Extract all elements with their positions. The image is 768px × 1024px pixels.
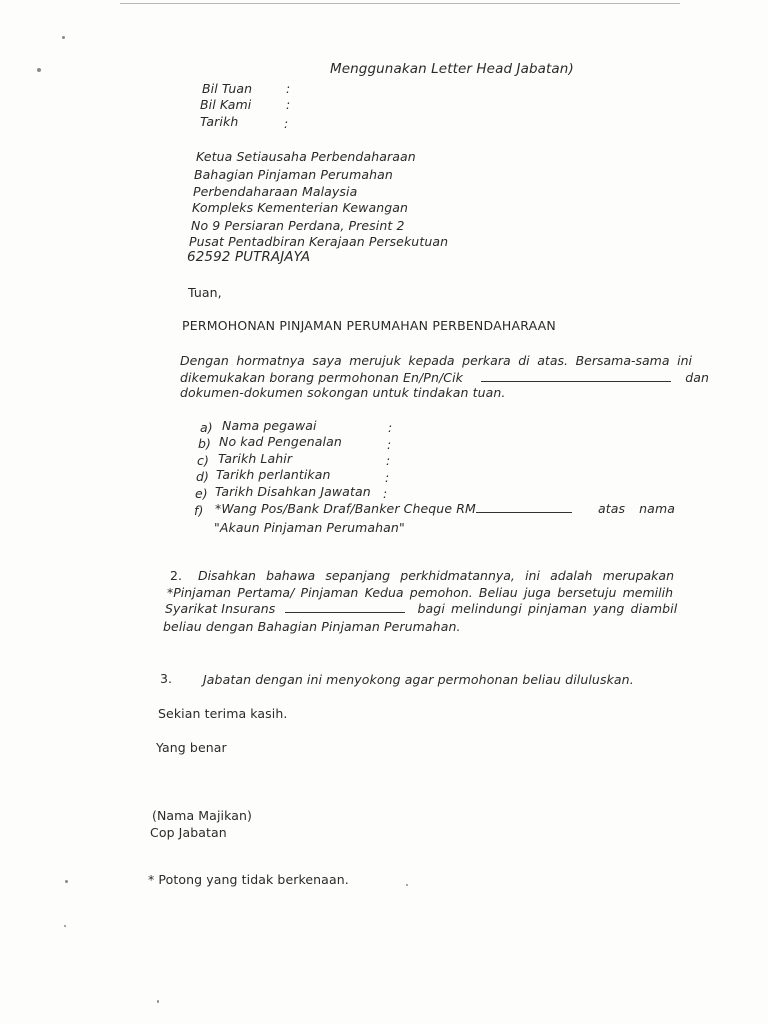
item-f-line-1: [215, 501, 675, 516]
ref-sep: :: [284, 116, 289, 131]
item-letter: a): [200, 420, 213, 435]
item-f-after: atas nama: [597, 501, 675, 516]
item-letter: e): [195, 486, 208, 501]
signatory-name: (Nama Majikan): [152, 808, 252, 823]
item-sep: :: [385, 470, 390, 485]
insurance-company-blank[interactable]: [285, 601, 405, 613]
scan-speck: [406, 884, 408, 886]
amount-blank[interactable]: [476, 501, 572, 513]
signatory-stamp: Cop Jabatan: [150, 825, 227, 840]
ref-sep: :: [286, 81, 291, 96]
address-line: Perbendaharaan Malaysia: [193, 184, 358, 199]
para3-num: 3.: [160, 671, 173, 686]
item-f-text: *Wang Pos/Bank Draf/Banker Cheque RM: [215, 501, 476, 516]
para2-line-1: [170, 567, 674, 585]
item-letter: d): [196, 469, 210, 484]
item-sep: :: [386, 453, 391, 468]
intro-line-3: dokumen-dokumen sokongan untuk tindakan tuan.: [180, 385, 506, 400]
address-line: No 9 Persiaran Perdana, Presint 2: [191, 218, 405, 233]
scan-speck: [62, 36, 65, 39]
page-edge-line: [120, 3, 680, 4]
intro-line-1: Dengan hormatnya saya merujuk kepada perkara di atas. Bersama-sama ini: [180, 353, 692, 368]
ref-label-bil-tuan: Bil Tuan: [202, 81, 253, 96]
address-line: Pusat Pentadbiran Kerajaan Persekutuan: [189, 234, 449, 249]
para2-line-3-a: Syarikat Insurans: [165, 601, 276, 616]
item-label-tarikh-perlantikan: Tarikh perlantikan: [216, 467, 331, 482]
footnote: * Potong yang tidak berkenaan.: [148, 872, 349, 887]
intro-line-2: [180, 370, 709, 385]
item-letter: c): [197, 453, 209, 468]
ref-label-bil-kami: Bil Kami: [200, 97, 252, 112]
para2-line-4: beliau dengan Bahagian Pinjaman Perumahan.: [163, 619, 461, 634]
item-sep: :: [383, 486, 388, 501]
ref-sep: :: [286, 97, 291, 112]
para2-line-2: *Pinjaman Pertama/ Pinjaman Kedua pemohon. Beliau juga bersetuju memilih: [167, 585, 673, 600]
para2-line-3: [165, 601, 677, 616]
salutation: Tuan,: [188, 285, 222, 300]
item-label-tarikh-lahir: Tarikh Lahir: [218, 451, 293, 466]
closing-line: Sekian terima kasih.: [158, 706, 288, 721]
intro-line-2-end: dan: [685, 370, 710, 385]
address-line: Kompleks Kementerian Kewangan: [192, 200, 409, 215]
item-f-line-2: "Akaun Pinjaman Perumahan": [214, 520, 405, 535]
para3-text: Jabatan dengan ini menyokong agar permohonan beliau diluluskan.: [203, 672, 634, 687]
signoff-line: Yang benar: [156, 740, 227, 755]
item-label-nama-pegawai: Nama pegawai: [222, 418, 317, 433]
intro-line-2-text: dikemukakan borang permohonan En/Pn/Cik: [180, 370, 464, 385]
item-letter: f): [194, 503, 204, 518]
item-sep: :: [388, 420, 393, 435]
ref-label-tarikh: Tarikh: [200, 114, 239, 129]
applicant-name-blank[interactable]: [481, 370, 671, 382]
para2-num: 2.: [170, 568, 182, 583]
item-letter: b): [198, 436, 212, 451]
para2-line-3-b: bagi melindungi pinjaman yang diambil: [417, 601, 678, 616]
item-label-no-kad: No kad Pengenalan: [219, 434, 342, 449]
scan-speck: [157, 1000, 159, 1003]
para2-line-1-text: Disahkan bahawa sepanjang perkhidmatannya, ini adalah merupakan: [197, 568, 674, 583]
address-postcode: 62592 PUTRAJAYA: [187, 249, 311, 265]
item-label-tarikh-disahkan: Tarikh Disahkan Jawatan: [215, 484, 371, 499]
subject-heading: PERMOHONAN PINJAMAN PERUMAHAN PERBENDAHARAAN: [182, 318, 556, 333]
scan-speck: [37, 68, 41, 72]
address-line: Ketua Setiausaha Perbendaharaan: [196, 149, 416, 164]
address-line: Bahagian Pinjaman Perumahan: [194, 167, 393, 182]
item-sep: :: [387, 437, 392, 452]
letterhead-note: Menggunakan Letter Head Jabatan): [330, 61, 574, 77]
scan-speck: [64, 925, 66, 927]
scan-speck: [65, 880, 68, 883]
